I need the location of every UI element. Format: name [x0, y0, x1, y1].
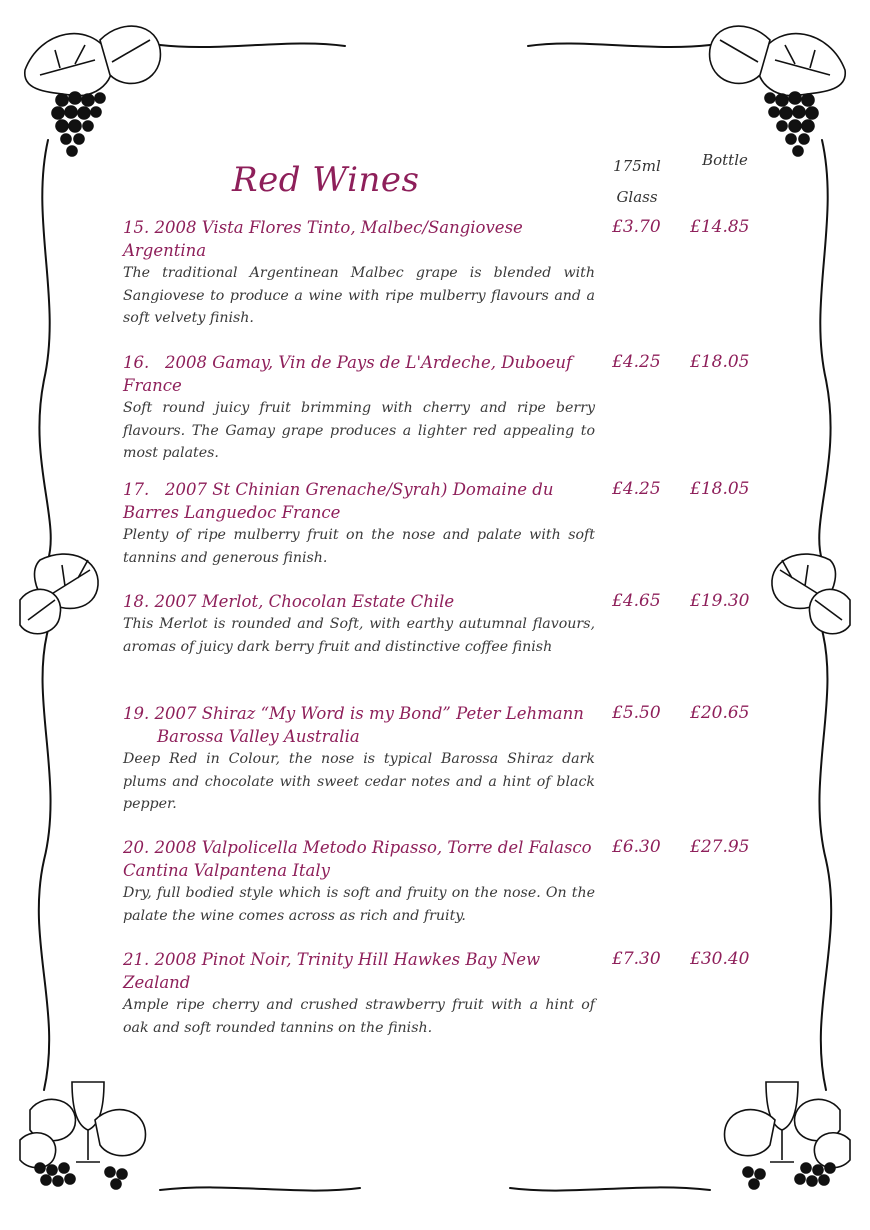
bottle-column-header: Bottle: [702, 151, 748, 169]
bottle-price: £27.95: [690, 837, 750, 857]
wine-item: [123, 478, 595, 569]
wine-number: 18.: [123, 592, 150, 611]
glass-price: £3.70: [612, 217, 661, 237]
wine-description: Plenty of ripe mulberry fruit on the nose and palate with soft tannins and generous finish.: [123, 527, 595, 566]
wine-name-line2: France: [123, 376, 182, 395]
bottle-price: £18.05: [690, 479, 750, 499]
wine-name: [123, 836, 595, 882]
left-vine-upper: [39, 140, 50, 560]
page-title: Red Wines: [232, 160, 420, 200]
wine-description: Deep Red in Colour, the nose is typical Barossa Shiraz dark plums and chocolate with sweet cedar notes and a hint of black pepper.: [123, 751, 595, 812]
bottle-price: £14.85: [690, 217, 750, 237]
wine-item: [123, 836, 595, 927]
wine-name-line2: Zealand: [123, 973, 191, 992]
wine-name: [123, 351, 595, 397]
top-right-grapes-icon: [710, 26, 846, 156]
bottle-price: £18.05: [690, 352, 750, 372]
mid-right-leaves-icon: [772, 554, 850, 634]
wine-number: 20.: [123, 838, 150, 857]
wine-description: Soft round juicy fruit brimming with cherry and ripe berry flavours. The Gamay grape produces a lighter red appealing to most palates.: [123, 400, 595, 461]
wine-number: 21.: [123, 950, 150, 969]
glass-price: £4.25: [612, 352, 661, 372]
glass-price: £6.30: [612, 837, 661, 857]
bottle-price: £30.40: [690, 949, 750, 969]
bottle-price: £19.30: [690, 591, 750, 611]
wine-name-line1: 2008 Pinot Noir, Trinity Hill Hawkes Bay New: [154, 950, 541, 969]
bottom-left-wine-glass-icon: [20, 1082, 145, 1189]
wine-name-line1: 2007 Shiraz “My Word is my Bond” Peter Lehmann: [154, 704, 584, 723]
wine-item: [123, 948, 595, 1039]
wine-name-line1: 2007 Merlot, Chocolan Estate Chile: [154, 592, 455, 611]
wine-name: [123, 216, 595, 262]
wine-name: [123, 478, 595, 524]
wine-description: This Merlot is rounded and Soft, with earthy autumnal flavours, aromas of juicy dark berry fruit and distinctive coffee finish: [123, 616, 595, 655]
glass-price: £5.50: [612, 703, 661, 723]
top-right-swash: [528, 43, 710, 47]
wine-description: The traditional Argentinean Malbec grape is blended with Sangiovese to produce a wine with ripe mulberry flavours and a soft velvety finish.: [123, 265, 595, 326]
wine-name-line1: 2008 Valpolicella Metodo Ripasso, Torre del Falasco: [154, 838, 592, 857]
wine-number: 19.: [123, 704, 150, 723]
wine-name-line2: Barossa Valley Australia: [157, 727, 360, 746]
wine-description: Ample ripe cherry and crushed strawberry fruit with a hint of oak and soft rounded tannins on the finish.: [123, 997, 595, 1036]
mid-left-leaves-icon: [20, 554, 98, 634]
glass-price: £4.65: [612, 591, 661, 611]
wine-name-line2: Argentina: [123, 241, 207, 260]
wine-item: [123, 702, 595, 816]
glass-header-label: Glass: [616, 188, 658, 206]
wine-item: [123, 216, 595, 330]
wine-name: [123, 702, 595, 748]
wine-number: 15.: [123, 218, 150, 237]
wine-name: [123, 590, 595, 613]
top-left-swash: [160, 43, 345, 47]
glass-header-size: 175ml: [613, 157, 661, 175]
wine-description: Dry, full bodied style which is soft and fruity on the nose. On the palate the wine comes across as rich and fruity.: [123, 885, 595, 924]
wine-number: 17.: [123, 480, 150, 499]
wine-item: [123, 590, 595, 658]
bottom-left-swash: [160, 1187, 360, 1190]
bottom-right-wine-glass-icon: [725, 1082, 850, 1189]
wine-item: [123, 351, 595, 465]
wine-name-line1: 2007 St Chinian Grenache/Syrah) Domaine du: [165, 480, 554, 499]
left-vine-lower: [39, 630, 51, 1090]
top-left-grapes-icon: [25, 26, 161, 156]
right-vine-upper: [819, 140, 830, 560]
wine-number: 16.: [123, 353, 150, 372]
bottom-right-swash: [510, 1187, 710, 1190]
wine-name-line2: Barres Languedoc France: [123, 503, 341, 522]
wine-name: [123, 948, 595, 994]
wine-name-line1: 2008 Gamay, Vin de Pays de L'Ardeche, Duboeuf: [165, 353, 573, 372]
wine-name-line2: Cantina Valpantena Italy: [123, 861, 330, 880]
bottle-price: £20.65: [690, 703, 750, 723]
right-vine-lower: [819, 630, 831, 1090]
glass-price: £7.30: [612, 949, 661, 969]
wine-name-line1: 2008 Vista Flores Tinto, Malbec/Sangiovese: [154, 218, 523, 237]
glass-price: £4.25: [612, 479, 661, 499]
glass-column-header: [602, 151, 672, 213]
